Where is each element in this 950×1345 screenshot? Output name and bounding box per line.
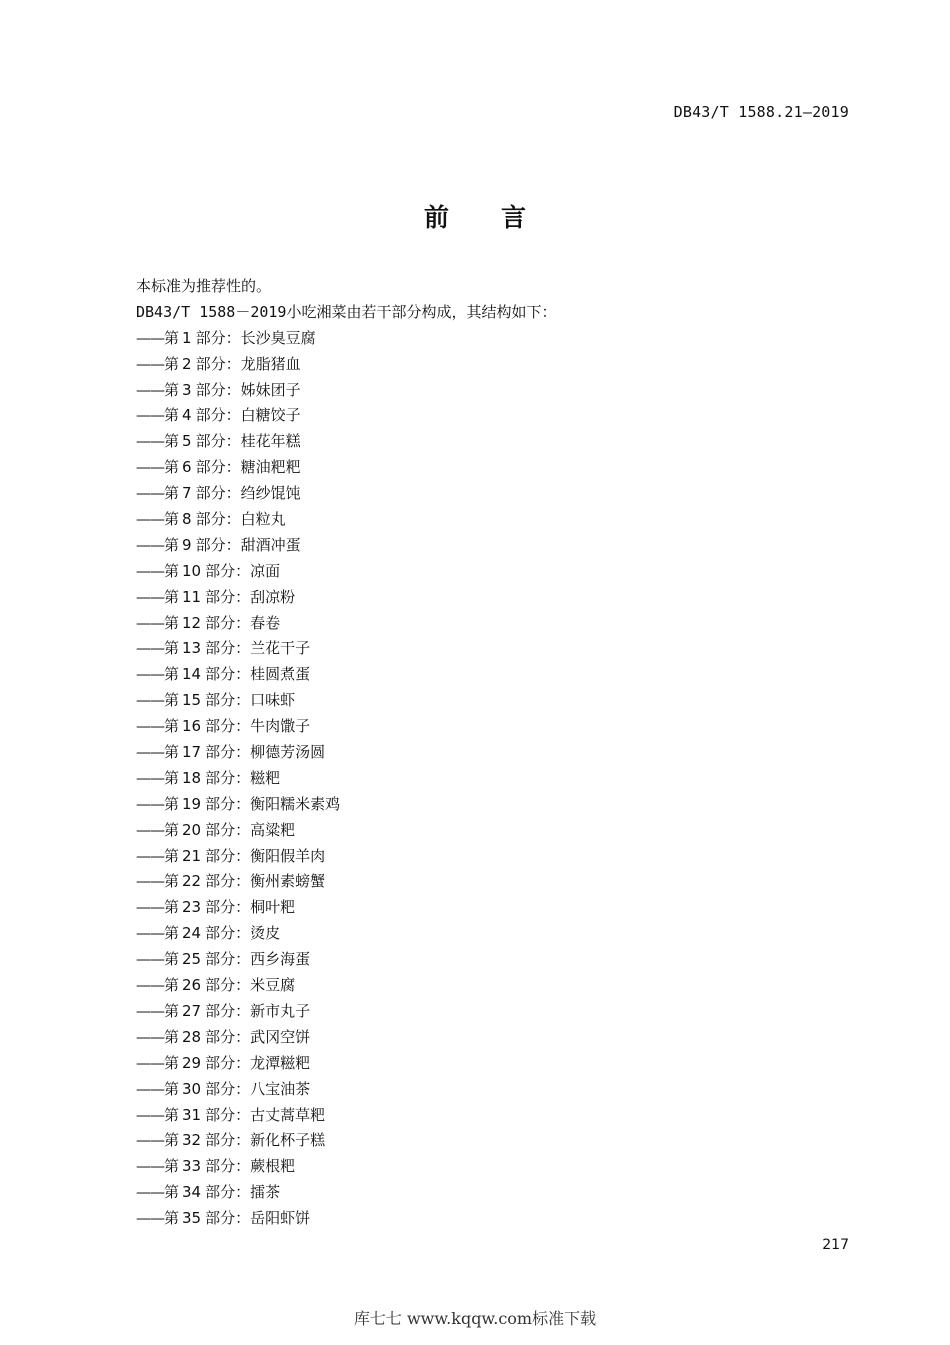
part-prefix: ——第	[136, 924, 179, 943]
part-suffix: 部分：	[195, 535, 241, 554]
part-prefix: ——第	[136, 717, 179, 736]
list-item	[136, 1103, 836, 1129]
part-number: 33	[182, 1157, 202, 1176]
part-prefix: ——第	[136, 898, 179, 917]
part-number: 31	[182, 1105, 202, 1124]
part-name: 衡州素螃蟹	[250, 872, 326, 891]
part-suffix: 部分：	[205, 1053, 251, 1072]
part-prefix: ——第	[136, 639, 179, 658]
part-number: 6	[182, 458, 192, 477]
part-prefix: ——第	[136, 976, 179, 995]
part-name: 口味虾	[250, 691, 296, 710]
part-suffix: 部分：	[195, 328, 241, 347]
part-prefix: ——第	[136, 510, 179, 529]
part-number: 27	[182, 1001, 202, 1020]
part-suffix: 部分：	[205, 1183, 251, 1202]
part-number: 30	[182, 1079, 202, 1098]
part-number: 16	[182, 717, 202, 736]
part-suffix: 部分：	[205, 691, 251, 710]
intro-line-2	[136, 300, 836, 326]
footer-watermark: 库七七 www.kqqw.com标准下载	[353, 1309, 597, 1328]
part-prefix: ——第	[136, 484, 179, 503]
part-number: 9	[182, 535, 192, 554]
part-number: 20	[182, 820, 202, 839]
part-number: 22	[182, 872, 202, 891]
list-item	[136, 326, 836, 352]
part-name: 长沙臭豆腐	[240, 328, 316, 347]
part-name: 柳德芳汤圆	[250, 743, 326, 762]
part-name: 姊妹团子	[240, 380, 301, 399]
list-item	[136, 455, 836, 481]
part-suffix: 部分：	[195, 458, 241, 477]
list-item	[136, 844, 836, 870]
part-prefix: ——第	[136, 535, 179, 554]
list-item	[136, 973, 836, 999]
part-name: 春卷	[250, 613, 281, 632]
intro-code: DB43/T 1588－2019	[136, 302, 287, 321]
parts-list	[136, 326, 836, 1232]
list-item	[136, 869, 836, 895]
part-number: 14	[182, 665, 202, 684]
part-name: 糍粑	[250, 768, 281, 787]
part-suffix: 部分：	[195, 354, 241, 373]
part-prefix: ——第	[136, 820, 179, 839]
part-name: 糖油粑粑	[240, 458, 301, 477]
list-item	[136, 559, 836, 585]
part-suffix: 部分：	[195, 380, 241, 399]
part-name: 米豆腐	[250, 976, 296, 995]
part-suffix: 部分：	[205, 1001, 251, 1020]
part-name: 桐叶粑	[250, 898, 296, 917]
part-name: 龙潭糍粑	[250, 1053, 311, 1072]
part-name: 新市丸子	[250, 1001, 311, 1020]
part-number: 4	[182, 406, 192, 425]
part-prefix: ——第	[136, 1183, 179, 1202]
part-number: 32	[182, 1131, 202, 1150]
part-suffix: 部分：	[195, 432, 241, 451]
part-suffix: 部分：	[205, 820, 251, 839]
part-name: 烫皮	[250, 924, 281, 943]
part-number: 34	[182, 1183, 202, 1202]
part-suffix: 部分：	[195, 510, 241, 529]
list-item	[136, 1206, 836, 1232]
part-suffix: 部分：	[205, 639, 251, 658]
part-number: 23	[182, 898, 202, 917]
part-name: 古丈蒿草粑	[250, 1105, 326, 1124]
part-prefix: ——第	[136, 1105, 179, 1124]
part-number: 18	[182, 768, 202, 787]
part-suffix: 部分：	[205, 950, 251, 969]
list-item	[136, 921, 836, 947]
part-name: 桂花年糕	[240, 432, 301, 451]
part-suffix: 部分：	[205, 1105, 251, 1124]
part-prefix: ——第	[136, 743, 179, 762]
list-item	[136, 714, 836, 740]
part-prefix: ——第	[136, 354, 179, 373]
part-number: 35	[182, 1209, 202, 1228]
part-suffix: 部分：	[205, 1079, 251, 1098]
part-suffix: 部分：	[205, 1131, 251, 1150]
part-number: 3	[182, 380, 192, 399]
part-name: 兰花干子	[250, 639, 311, 658]
part-suffix: 部分：	[205, 768, 251, 787]
part-prefix: ——第	[136, 587, 179, 606]
part-suffix: 部分：	[205, 1157, 251, 1176]
part-prefix: ——第	[136, 432, 179, 451]
list-item	[136, 636, 836, 662]
part-number: 7	[182, 484, 192, 503]
list-item	[136, 895, 836, 921]
part-prefix: ——第	[136, 1209, 179, 1228]
list-item	[136, 352, 836, 378]
list-item	[136, 611, 836, 637]
part-suffix: 部分：	[205, 743, 251, 762]
part-number: 13	[182, 639, 202, 658]
list-item	[136, 481, 836, 507]
list-item	[136, 792, 836, 818]
part-number: 5	[182, 432, 192, 451]
part-suffix: 部分：	[205, 976, 251, 995]
part-prefix: ——第	[136, 872, 179, 891]
list-item	[136, 947, 836, 973]
part-prefix: ——第	[136, 1079, 179, 1098]
part-suffix: 部分：	[205, 898, 251, 917]
part-name: 武冈空饼	[250, 1027, 311, 1046]
part-number: 12	[182, 613, 202, 632]
part-name: 白粒丸	[240, 510, 286, 529]
part-prefix: ——第	[136, 846, 179, 865]
part-number: 29	[182, 1053, 202, 1072]
list-item	[136, 403, 836, 429]
part-prefix: ——第	[136, 665, 179, 684]
part-name: 衡阳假羊肉	[250, 846, 326, 865]
list-item	[136, 585, 836, 611]
standard-code: DB43/T 1588.21—2019	[673, 103, 849, 121]
part-name: 八宝油茶	[250, 1079, 311, 1098]
part-name: 凉面	[250, 561, 281, 580]
part-number: 2	[182, 354, 192, 373]
part-name: 甜酒冲蛋	[240, 535, 301, 554]
part-name: 衡阳糯米素鸡	[250, 794, 341, 813]
part-prefix: ——第	[136, 794, 179, 813]
part-number: 17	[182, 743, 202, 762]
part-prefix: ——第	[136, 950, 179, 969]
part-number: 8	[182, 510, 192, 529]
list-item	[136, 1077, 836, 1103]
list-item	[136, 533, 836, 559]
part-number: 1	[182, 328, 192, 347]
part-suffix: 部分：	[205, 717, 251, 736]
part-number: 21	[182, 846, 202, 865]
part-suffix: 部分：	[205, 794, 251, 813]
part-number: 25	[182, 950, 202, 969]
document-body	[136, 274, 836, 1232]
part-suffix: 部分：	[205, 561, 251, 580]
part-suffix: 部分：	[205, 613, 251, 632]
part-prefix: ——第	[136, 328, 179, 347]
part-name: 西乡海蛋	[250, 950, 311, 969]
intro-line-1: 本标准为推荐性的。	[136, 277, 272, 295]
list-item	[136, 688, 836, 714]
part-name: 白糖饺子	[240, 406, 301, 425]
part-name: 桂圆煮蛋	[250, 665, 311, 684]
part-prefix: ——第	[136, 1053, 179, 1072]
page-number: 217	[822, 1237, 849, 1253]
part-prefix: ——第	[136, 1001, 179, 1020]
part-suffix: 部分：	[205, 924, 251, 943]
part-name: 绉纱馄饨	[240, 484, 301, 503]
part-prefix: ——第	[136, 613, 179, 632]
part-number: 15	[182, 691, 202, 710]
part-prefix: ——第	[136, 1027, 179, 1046]
part-number: 28	[182, 1027, 202, 1046]
list-item	[136, 740, 836, 766]
part-prefix: ——第	[136, 458, 179, 477]
list-item	[136, 378, 836, 404]
part-name: 擂茶	[250, 1183, 281, 1202]
list-item	[136, 1025, 836, 1051]
part-name: 蕨根粑	[250, 1157, 296, 1176]
part-suffix: 部分：	[205, 846, 251, 865]
list-item	[136, 1051, 836, 1077]
part-suffix: 部分：	[205, 587, 251, 606]
list-item	[136, 766, 836, 792]
part-suffix: 部分：	[205, 1209, 251, 1228]
list-item	[136, 1180, 836, 1206]
list-item	[136, 1128, 836, 1154]
part-name: 新化杯子糕	[250, 1131, 326, 1150]
page-title: 前言	[423, 203, 578, 232]
part-prefix: ——第	[136, 561, 179, 580]
part-number: 26	[182, 976, 202, 995]
part-suffix: 部分：	[195, 406, 241, 425]
part-number: 11	[182, 587, 202, 606]
part-prefix: ——第	[136, 768, 179, 787]
part-suffix: 部分：	[205, 872, 251, 891]
part-suffix: 部分：	[205, 1027, 251, 1046]
list-item	[136, 507, 836, 533]
list-item	[136, 429, 836, 455]
list-item	[136, 818, 836, 844]
part-name: 龙脂猪血	[240, 354, 301, 373]
list-item	[136, 999, 836, 1025]
part-name: 刮凉粉	[250, 587, 296, 606]
list-item	[136, 662, 836, 688]
part-prefix: ——第	[136, 1157, 179, 1176]
part-suffix: 部分：	[205, 665, 251, 684]
part-number: 24	[182, 924, 202, 943]
part-prefix: ——第	[136, 1131, 179, 1150]
list-item	[136, 1154, 836, 1180]
intro-text: 小吃湘菜由若干部分构成，其结构如下：	[286, 302, 557, 321]
part-name: 牛肉馓子	[250, 717, 311, 736]
part-number: 10	[182, 561, 202, 580]
part-prefix: ——第	[136, 406, 179, 425]
part-name: 高粱粑	[250, 820, 296, 839]
part-prefix: ——第	[136, 380, 179, 399]
part-number: 19	[182, 794, 202, 813]
part-suffix: 部分：	[195, 484, 241, 503]
part-name: 岳阳虾饼	[250, 1209, 311, 1228]
part-prefix: ——第	[136, 691, 179, 710]
